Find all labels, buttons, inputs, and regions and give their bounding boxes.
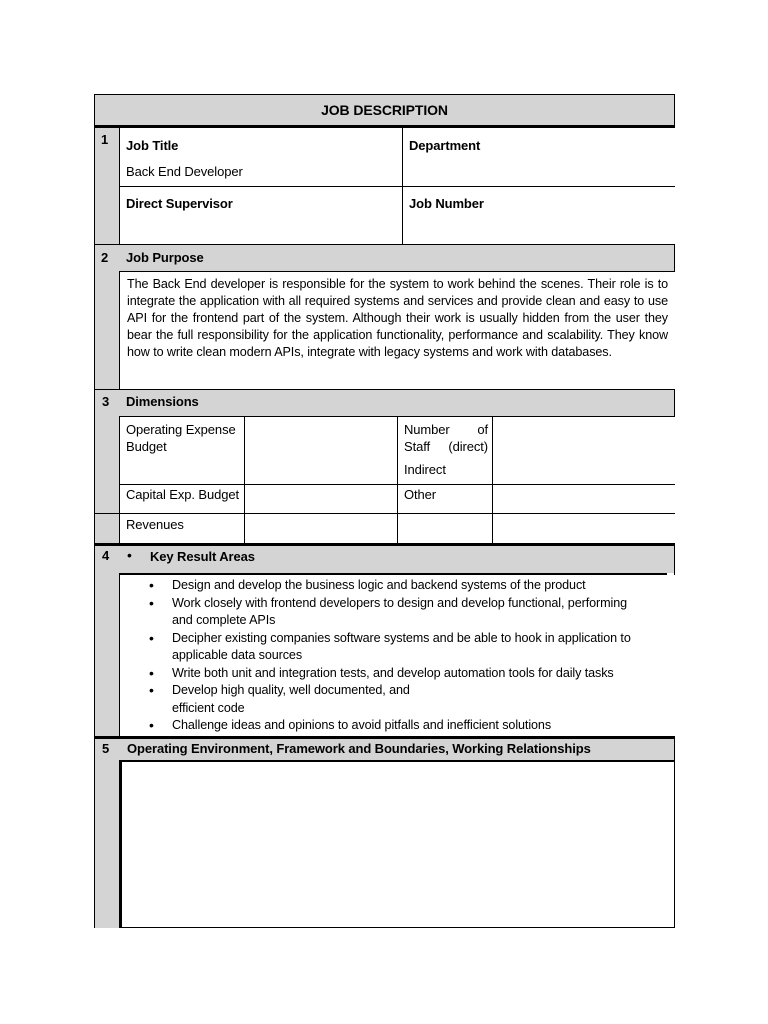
key-result-areas-cell bbox=[119, 575, 675, 736]
direct-supervisor-label: Direct Supervisor bbox=[126, 196, 233, 211]
dimensions-header bbox=[95, 390, 674, 416]
list-item-text: Work closely with frontend developers to design and develop functional, performing and complete APIs bbox=[172, 595, 628, 627]
revenues-value-cell bbox=[244, 514, 397, 543]
job-title-cell bbox=[119, 128, 402, 186]
form-bottom-border bbox=[119, 927, 675, 928]
other-label-cell bbox=[397, 485, 492, 513]
dimensions-heading: Dimensions bbox=[126, 394, 199, 409]
direct-supervisor-cell bbox=[119, 187, 402, 244]
heading-bullet: • bbox=[127, 547, 132, 563]
section-3-number: 3 bbox=[102, 394, 110, 409]
list-item-text: Challenge ideas and opinions to avoid pitfalls and inefficient solutions bbox=[172, 718, 552, 732]
key-result-areas-heading: Key Result Areas bbox=[150, 549, 255, 564]
list-item bbox=[146, 665, 646, 683]
other-value-cell bbox=[492, 485, 675, 513]
job-title-value[interactable]: Back End Developer bbox=[126, 164, 243, 179]
job-title-label: Job Title bbox=[126, 138, 179, 153]
section-5-number: 5 bbox=[102, 741, 110, 756]
staff-label-cell bbox=[397, 417, 492, 484]
operating-expense-value-cell bbox=[244, 417, 397, 484]
department-label: Department bbox=[409, 138, 481, 153]
capital-exp-label-cell bbox=[119, 485, 244, 513]
list-item-continuation: efficient code bbox=[172, 700, 245, 715]
job-purpose-cell bbox=[119, 272, 675, 389]
job-purpose-header bbox=[95, 245, 674, 271]
job-purpose-heading: Job Purpose bbox=[126, 250, 204, 265]
section-1-number: 1 bbox=[101, 132, 109, 147]
job-number-cell bbox=[402, 187, 675, 244]
job-number-label: Job Number bbox=[409, 196, 484, 211]
department-cell bbox=[402, 128, 675, 186]
operating-environment-header bbox=[95, 739, 674, 760]
key-result-areas-header bbox=[95, 546, 674, 573]
revenues-blank-cell bbox=[397, 514, 492, 543]
section-2-number: 2 bbox=[101, 250, 109, 265]
list-item-text: Write both unit and integration tests, and develop automation tools for daily tasks bbox=[172, 665, 614, 680]
list-item bbox=[146, 595, 646, 630]
operating-expense-label-cell bbox=[119, 417, 244, 484]
staff-value-cell bbox=[492, 417, 675, 484]
revenues-label-cell bbox=[119, 514, 244, 543]
job-description-form bbox=[94, 94, 675, 928]
operating-environment-heading: Operating Environment, Framework and Boundaries, Working Relationships bbox=[127, 741, 591, 756]
list-item bbox=[146, 630, 646, 665]
list-item bbox=[146, 682, 646, 717]
indirect-label: Indirect bbox=[404, 462, 446, 477]
revenues-label: Revenues bbox=[126, 517, 184, 532]
operating-environment-cell[interactable] bbox=[119, 762, 674, 928]
list-item-text: Design and develop the business logic and backend systems of the product bbox=[172, 578, 586, 592]
job-purpose-text: The Back End developer is responsible for the system to work behind the scenes. Their role is to integrate the application with all required systems and services and provide clean and easy to use API for the frontend part of the system. Although their work is usually hidden from the user they bear the full responsibility for the application functionality, performance and scalability. They know how to write clean modern APIs, integrate with legacy systems and work with databases. bbox=[127, 277, 668, 359]
revenues-blank-value-cell bbox=[492, 514, 675, 543]
staff-direct-label: Number of Staff (direct) bbox=[404, 422, 488, 454]
list-item-text: Develop high quality, well documented, and bbox=[172, 683, 410, 697]
page-title: JOB DESCRIPTION bbox=[321, 102, 448, 118]
list-item bbox=[146, 717, 646, 735]
title-bar bbox=[95, 95, 674, 126]
operating-expense-label: Operating Expense Budget bbox=[126, 422, 236, 454]
section-4-number: 4 bbox=[102, 548, 110, 563]
other-label: Other bbox=[404, 487, 437, 502]
list-item-text: Decipher existing companies software systems and be able to hook in application to applicable data sources bbox=[172, 630, 631, 662]
capital-exp-label: Capital Exp. Budget bbox=[126, 487, 240, 502]
key-result-areas-list bbox=[146, 577, 646, 735]
list-item bbox=[146, 577, 646, 595]
capital-exp-value-cell bbox=[244, 485, 397, 513]
